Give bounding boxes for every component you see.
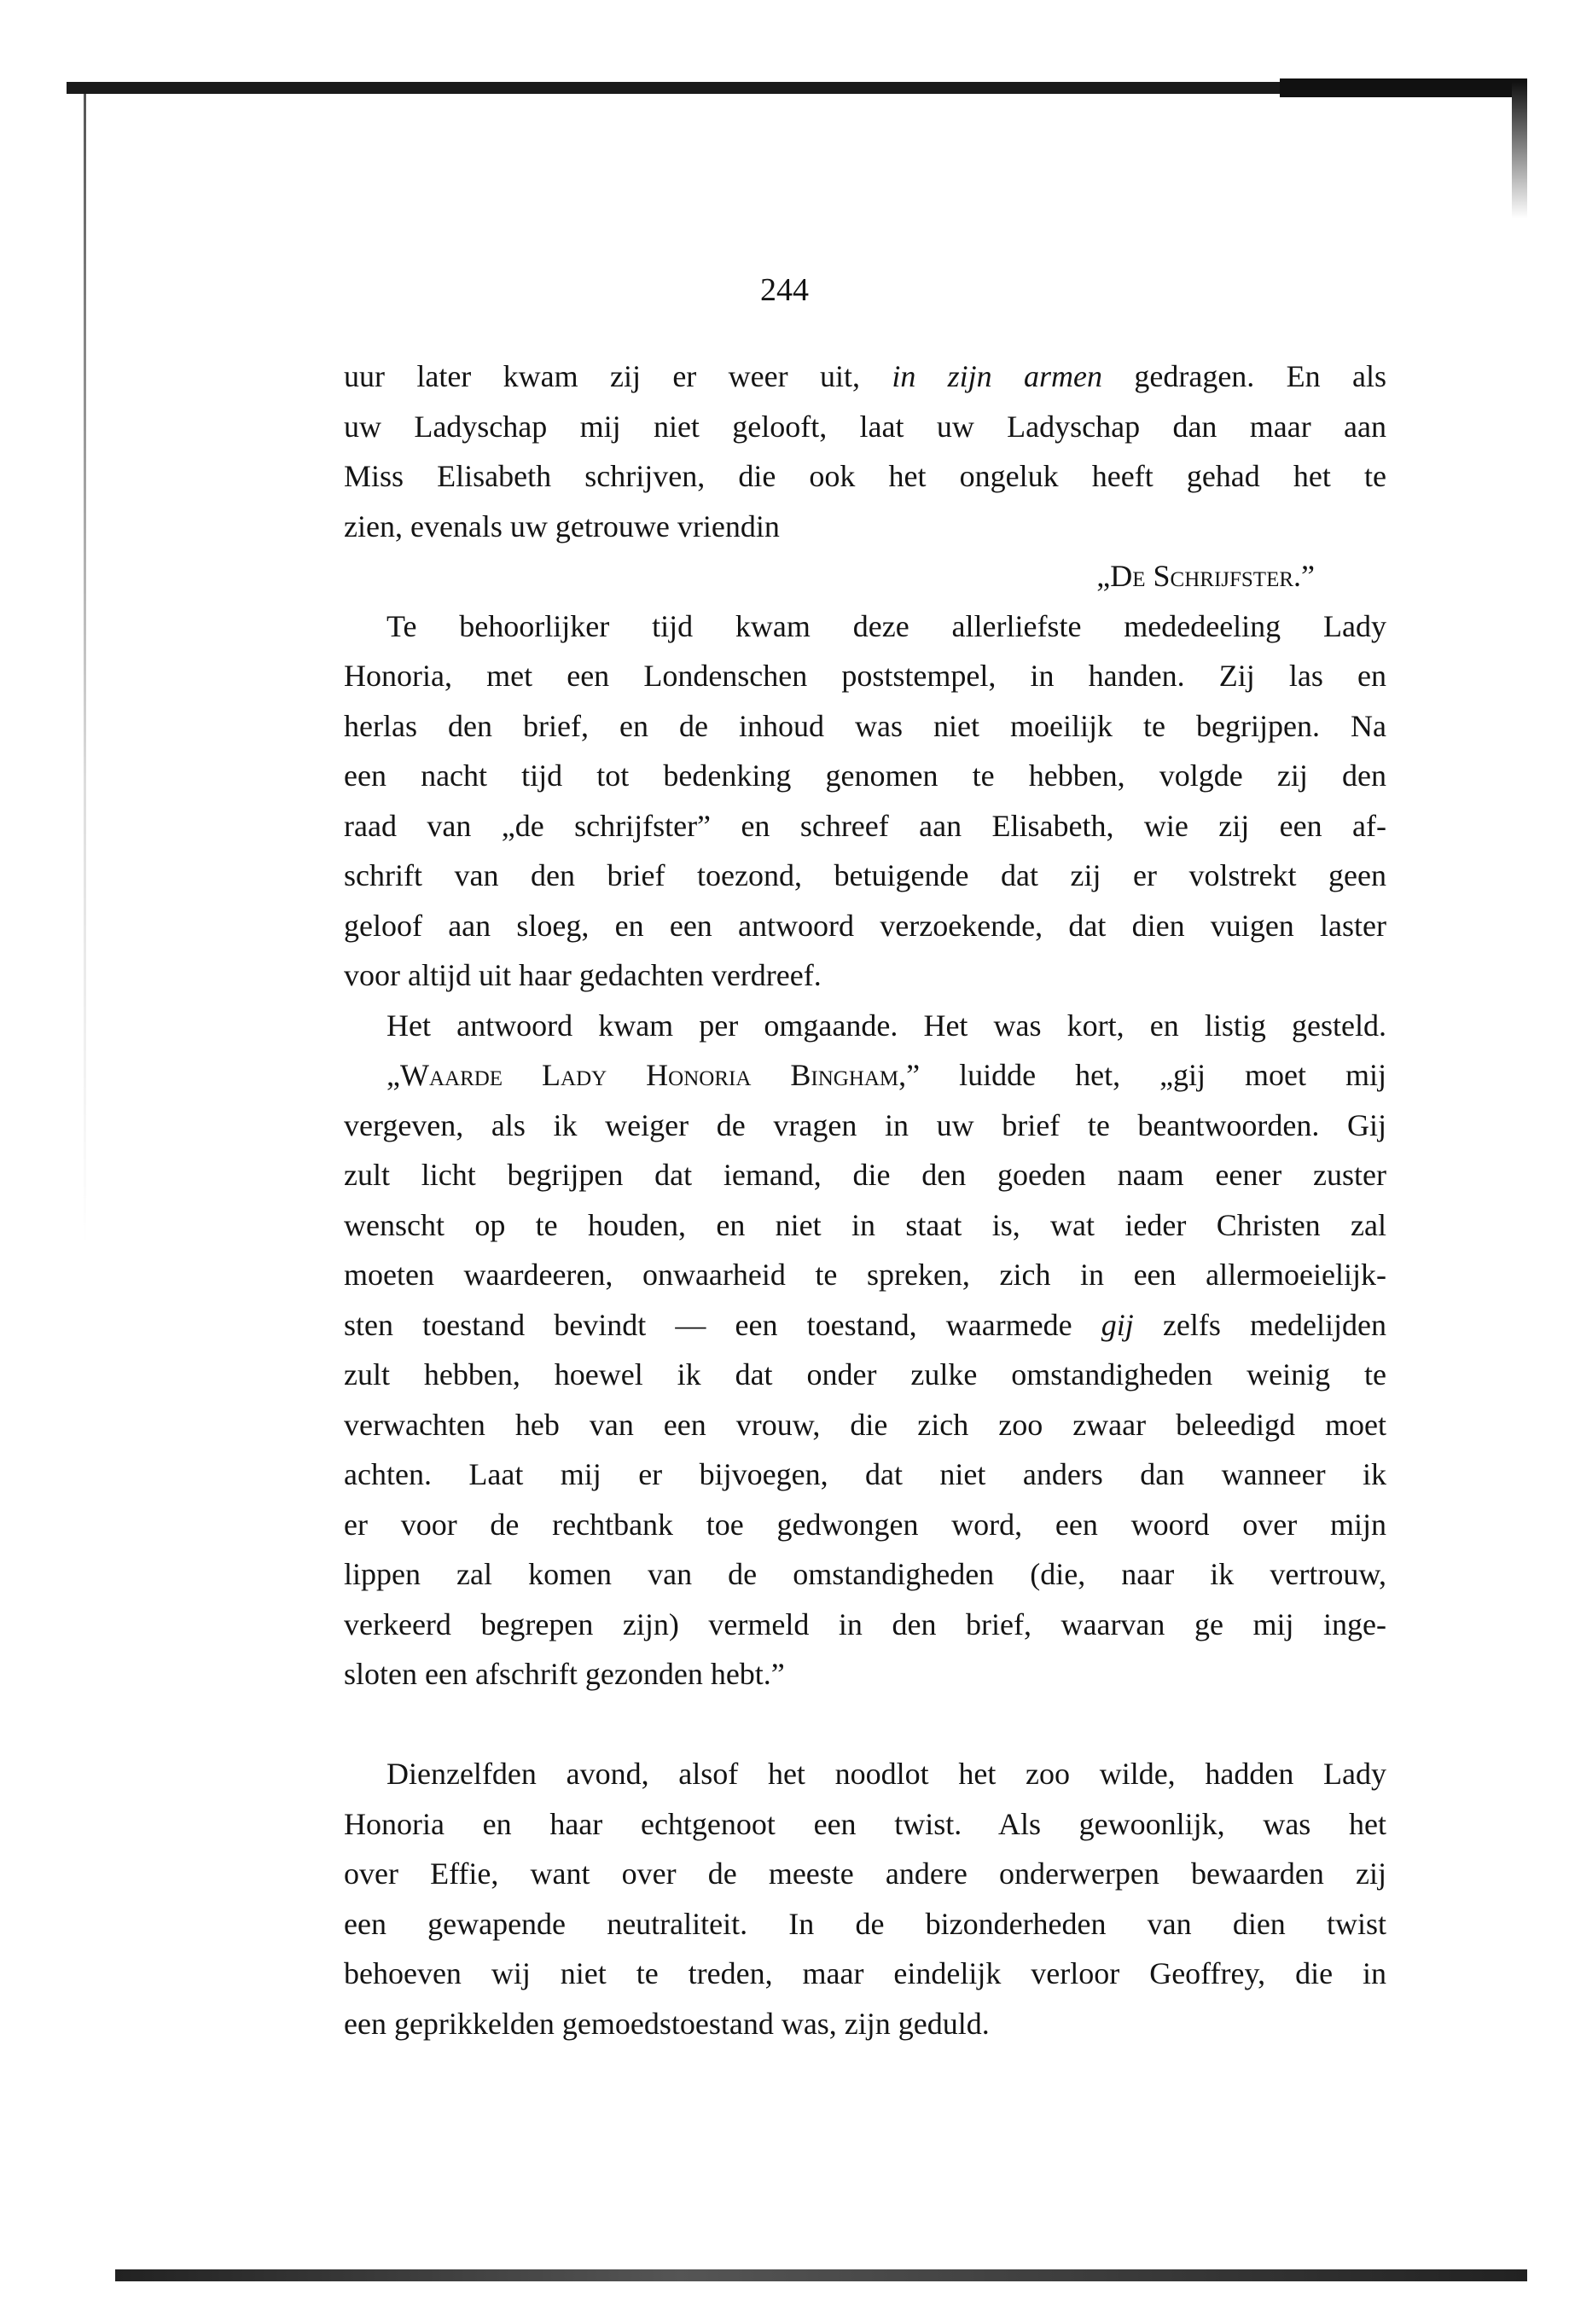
text-line bbox=[344, 1150, 1386, 1200]
text-segment: zelfs medelijden bbox=[1133, 1307, 1387, 1342]
text-segment: verwachten heb van een vrouw, die zich zoo zwaar beleedigd moet bbox=[344, 1407, 1386, 1442]
text-segment: wenscht op te houden, en niet in staat is, wat ieder Christen zal bbox=[344, 1207, 1386, 1242]
text-segment: een nacht tijd tot bedenking genomen te hebben, volgde zij den bbox=[344, 758, 1386, 793]
text-segment: moeten waardeeren, onwaarheid te spreken, zich in een allermoeielijk- bbox=[344, 1258, 1386, 1292]
text-segment: Miss Elisabeth schrijven, die ook het ongeluk heeft gehad het te bbox=[344, 459, 1386, 493]
text-segment: voor altijd uit haar gedachten verdreef. bbox=[344, 958, 822, 992]
text-segment: uw Ladyschap mij niet gelooft, laat uw Ladyschap dan maar aan bbox=[344, 409, 1386, 444]
text-segment: verkeerd begrepen zijn) vermeld in den brief, waarvan ge mij inge- bbox=[344, 1606, 1386, 1641]
text-line bbox=[344, 950, 1386, 1001]
text-segment: gedragen. En als bbox=[1102, 359, 1387, 393]
text-line bbox=[344, 1300, 1386, 1351]
text-segment: een gewapende neutraliteit. In de bizonderheden van dien twist bbox=[344, 1906, 1386, 1941]
body-text bbox=[344, 352, 1386, 2048]
scan-border-top-shadow bbox=[1280, 78, 1527, 97]
text-line bbox=[344, 1549, 1386, 1600]
text-segment: luidde het, „gij moet mij bbox=[920, 1058, 1387, 1092]
text-segment: er voor de rechtbank toe gedwongen word, een woord over mijn bbox=[344, 1507, 1386, 1542]
text-line bbox=[344, 601, 1386, 652]
text-line bbox=[344, 1450, 1386, 1500]
text-line bbox=[344, 1749, 1386, 1799]
text-line bbox=[344, 751, 1386, 801]
text-line bbox=[344, 1600, 1386, 1650]
paragraph-gap bbox=[344, 1699, 1386, 1750]
text-segment: zult licht begrijpen dat iemand, die den goeden naam eener zuster bbox=[344, 1158, 1386, 1192]
text-segment: Dienzelfden avond, alsof het noodlot het zoo wilde, hadden Lady bbox=[386, 1757, 1386, 1791]
text-line bbox=[344, 901, 1386, 951]
text-segment: herlas den brief, en de inhoud was niet moeilijk te begrijpen. Na bbox=[344, 708, 1386, 743]
text-segment: sten toestand bevindt — een toestand, waarmede bbox=[344, 1307, 1101, 1342]
text-line bbox=[344, 701, 1386, 752]
text-line bbox=[344, 1949, 1386, 1999]
text-segment: behoeven wij niet te treden, maar eindelijk verloor Geoffrey, die in bbox=[344, 1956, 1386, 1990]
italic-text: in zijn armen bbox=[892, 359, 1103, 393]
text-line bbox=[344, 1799, 1386, 1850]
text-line bbox=[344, 1250, 1386, 1300]
text-line bbox=[344, 1200, 1386, 1251]
text-line bbox=[344, 651, 1386, 701]
text-line bbox=[344, 451, 1386, 502]
text-line bbox=[344, 402, 1386, 452]
scan-border-left bbox=[84, 94, 86, 1246]
text-line bbox=[344, 352, 1386, 402]
text-segment: Honoria en haar echtgenoot een twist. Als gewoonlijk, was het bbox=[344, 1806, 1386, 1841]
text-line bbox=[344, 1649, 1386, 1699]
small-caps-text: „De Schrijfster.” bbox=[1096, 559, 1315, 593]
text-segment: geloof aan sloeg, en een antwoord verzoekende, dat dien vuigen laster bbox=[344, 908, 1386, 943]
text-segment: sloten een afschrift gezonden hebt.” bbox=[344, 1657, 785, 1691]
text-segment: over Effie, want over de meeste andere onderwerpen bewaarden zij bbox=[344, 1856, 1386, 1891]
text-line bbox=[344, 502, 1386, 552]
signature-line bbox=[344, 551, 1386, 601]
text-segment: uur later kwam zij er weer uit, bbox=[344, 359, 892, 393]
text-segment: lippen zal komen van de omstandigheden (die, naar ik vertrouw, bbox=[344, 1557, 1386, 1591]
text-segment: een geprikkelden gemoedstoestand was, zijn geduld. bbox=[344, 2006, 990, 2041]
text-line bbox=[344, 1849, 1386, 1899]
text-segment: raad van „de schrijfster” en schreef aan Elisabeth, wie zij een af- bbox=[344, 808, 1386, 843]
scan-border-bottom bbox=[115, 2269, 1527, 2281]
italic-text: gij bbox=[1101, 1307, 1134, 1342]
text-segment: zult hebben, hoewel ik dat onder zulke omstandigheden weinig te bbox=[344, 1357, 1386, 1391]
text-line bbox=[344, 1400, 1386, 1450]
text-line bbox=[344, 1050, 1386, 1101]
text-line bbox=[344, 1999, 1386, 2049]
text-line bbox=[344, 1500, 1386, 1550]
text-line bbox=[344, 1001, 1386, 1051]
text-segment: schrift van den brief toezond, betuigende dat zij er volstrekt geen bbox=[344, 858, 1386, 892]
text-line bbox=[344, 1350, 1386, 1400]
page-number: 244 bbox=[760, 272, 809, 308]
text-segment: achten. Laat mij er bijvoegen, dat niet anders dan wanneer ik bbox=[344, 1457, 1386, 1491]
small-caps-text: „Waarde Lady Honoria Bingham,” bbox=[386, 1058, 921, 1092]
text-line bbox=[344, 801, 1386, 851]
text-line bbox=[344, 1899, 1386, 1949]
text-line bbox=[344, 851, 1386, 901]
text-segment: Het antwoord kwam per omgaande. Het was kort, en listig gesteld. bbox=[386, 1008, 1386, 1043]
text-line bbox=[344, 1101, 1386, 1151]
text-segment: Te behoorlijker tijd kwam deze allerliefste mededeeling Lady bbox=[386, 608, 1386, 643]
scan-border-right bbox=[1512, 82, 1527, 218]
text-segment: vergeven, als ik weiger de vragen in uw brief te beantwoorden. Gij bbox=[344, 1107, 1386, 1142]
text-segment: zien, evenals uw getrouwe vriendin bbox=[344, 508, 780, 543]
text-segment: Honoria, met een Londenschen poststempel, in handen. Zij las en bbox=[344, 659, 1386, 693]
